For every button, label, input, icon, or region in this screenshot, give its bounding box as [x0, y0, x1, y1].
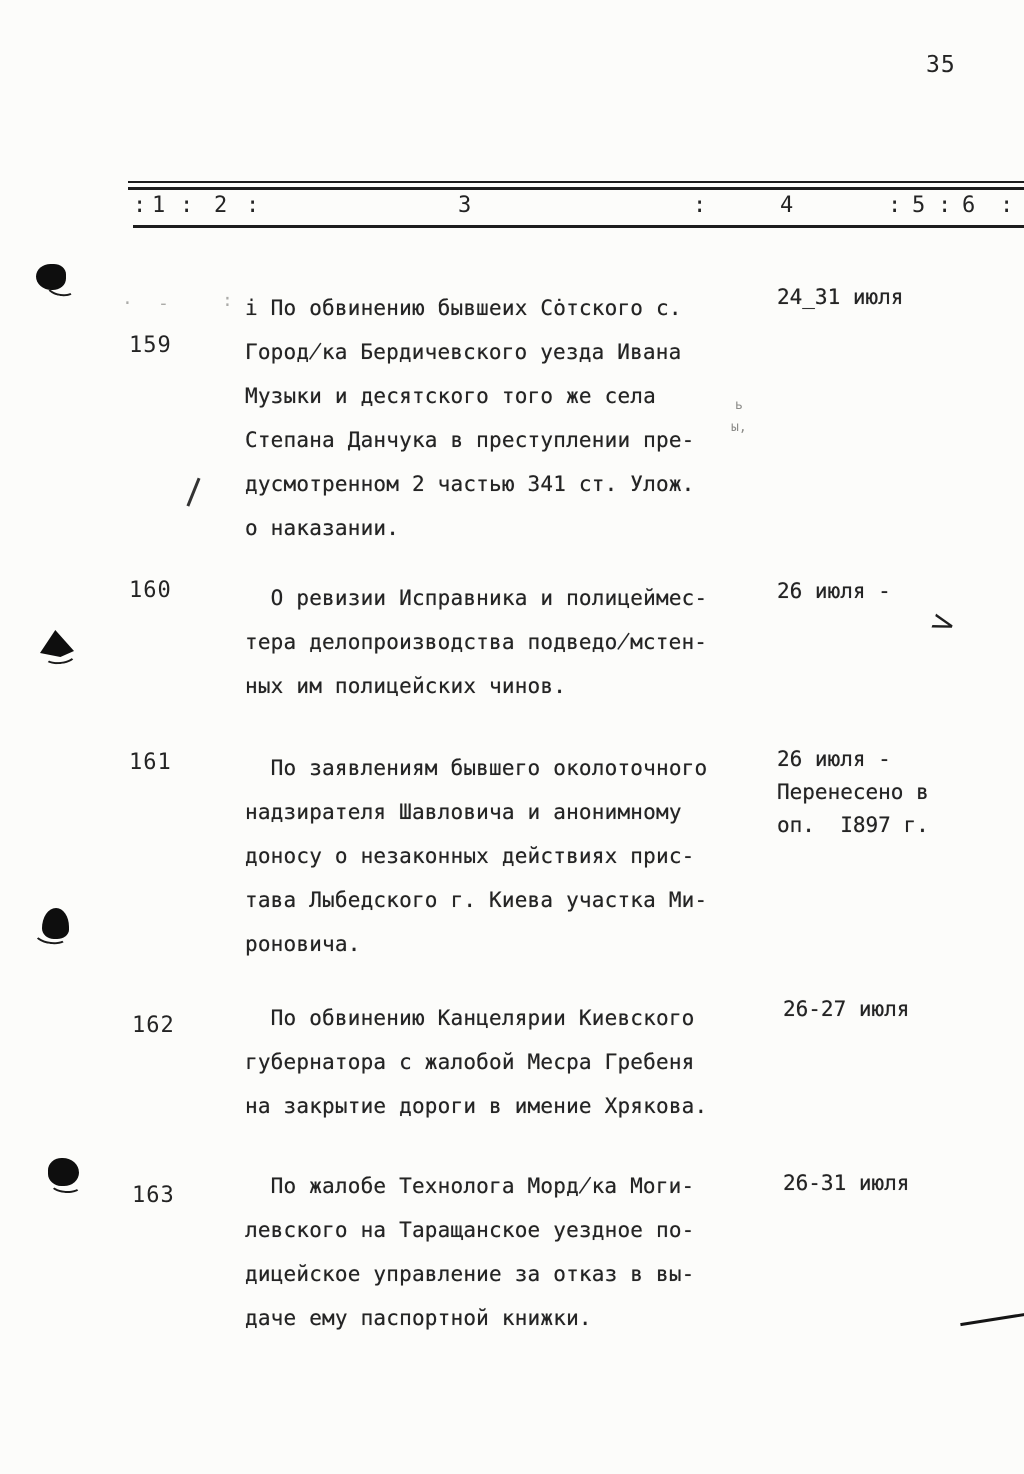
entry-line: тера делопроизводства подведо̸мстен- — [245, 630, 708, 654]
pencil-mark: ь — [735, 398, 743, 413]
header-cell: 1 — [152, 193, 166, 218]
header-cell: : — [888, 193, 902, 218]
entry-date: 24_31 июля — [777, 285, 904, 309]
entry-date: 26-27 июля — [783, 997, 910, 1021]
header-cell: : — [180, 193, 194, 218]
entry-number: 163 — [132, 1183, 175, 1208]
entry-text — [245, 746, 707, 966]
entry-line: доносу о незаконных действиях прис- — [245, 844, 695, 868]
entry-date: 26 июля - — [777, 579, 891, 603]
entry-line: ных им полицейских чинов. — [245, 674, 567, 698]
entry-line: левского на Таращанское уездное по- — [245, 1218, 695, 1242]
entry-text — [245, 1164, 695, 1340]
entry-date: 26 июля - Перенесено в оп. I897 г. — [777, 747, 929, 837]
ink-blob-tail — [45, 276, 78, 299]
entry-line: дицейское управление за отказ в вы- — [245, 1262, 695, 1286]
entry-text — [245, 996, 707, 1128]
entry-line: Степана Данчука в преступлении пре- — [245, 428, 695, 452]
entry-line: о наказании. — [245, 516, 400, 540]
entry-line: По заявлениям бывшего околоточного — [245, 756, 708, 780]
pencil-smudge: : — [222, 290, 233, 311]
header-cell: 2 — [214, 193, 228, 218]
entry-line: дусмотренном 2 частью 341 ст. Улож. — [245, 472, 695, 496]
entry-line: Музыки и десятского того же села — [245, 384, 656, 408]
entry-date: 26-31 июля — [783, 1171, 910, 1195]
pencil-smudge: - — [158, 293, 169, 314]
entry-line: надзирателя Шавловича и анонимному — [245, 800, 682, 824]
pen-checkmark: > — [926, 603, 960, 644]
pencil-smudge: . — [122, 288, 133, 309]
pencil-mark: ы, — [731, 420, 747, 435]
entry-text — [245, 286, 695, 550]
entry-number: 160 — [129, 578, 172, 603]
entry-number: 159 — [129, 333, 172, 358]
header-cell: 6 — [962, 193, 976, 218]
entry-line: тава Лыбедского г. Киева участка Ми- — [245, 888, 708, 912]
entry-line: на закрытие дороги в имение Хрякова. — [245, 1094, 708, 1118]
header-bottom-rule — [133, 225, 1024, 228]
header-cell: : — [938, 193, 952, 218]
header-top-rule-1 — [128, 181, 1024, 183]
header-cell: : — [133, 193, 147, 218]
pen-stroke — [186, 478, 200, 507]
entry-line: Город̸ка Бердичевского уезда Ивана — [245, 340, 682, 364]
entry-line: даче ему паспортной книжки. — [245, 1306, 592, 1330]
entry-number: 162 — [132, 1013, 175, 1038]
entry-number: 161 — [129, 750, 172, 775]
entry-text — [245, 576, 707, 708]
page-number: 35 — [926, 52, 956, 78]
entry-line: О ревизии Исправника и полицеймес- — [245, 586, 708, 610]
entry-line: По жалобе Технолога Морд̸ка Моги- — [245, 1174, 695, 1198]
header-cell: 3 — [458, 193, 472, 218]
header-cell: : — [1000, 193, 1014, 218]
entry-line: губернатора с жалобой Месра Гребеня — [245, 1050, 695, 1074]
entry-line: роновича. — [245, 932, 361, 956]
pen-line — [960, 1313, 1024, 1326]
entry-line: По обвинению Канцелярии Киевского — [245, 1006, 695, 1030]
entry-line: і По обвинению бывшеих С̇отского с. — [245, 296, 682, 320]
header-top-rule-2 — [128, 187, 1024, 190]
header-cell: : — [246, 193, 260, 218]
header-cell: 4 — [780, 193, 794, 218]
header-cell: : — [693, 193, 707, 218]
header-cell: 5 — [912, 193, 926, 218]
